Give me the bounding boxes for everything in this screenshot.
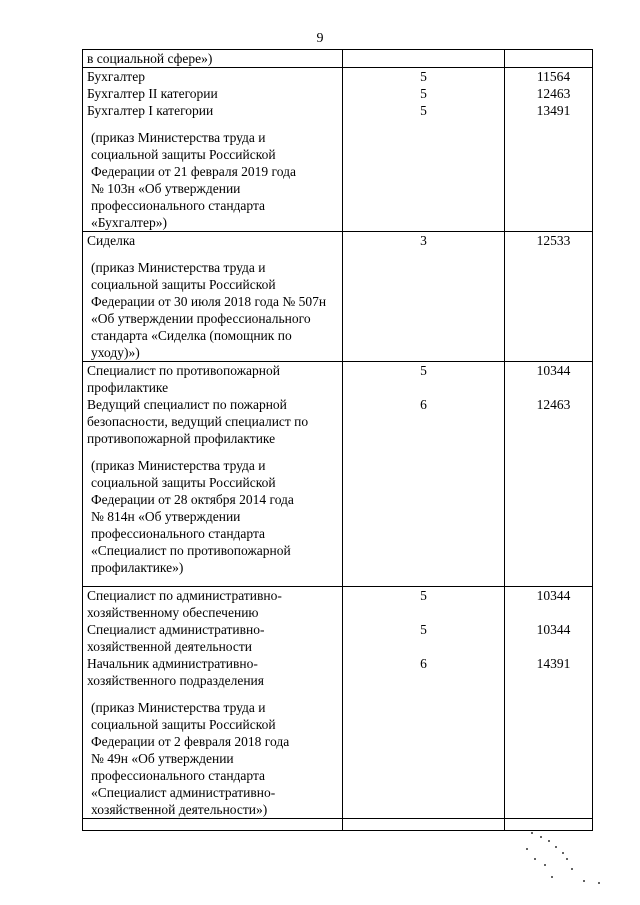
position-name: Бухгалтер [87, 69, 145, 84]
position-name: Специалист по противопожарной профилактике [87, 363, 280, 395]
continuation-text: в социальной сфере») [83, 50, 343, 68]
position-name: Бухгалтер II категории [87, 86, 218, 101]
salary-cell [505, 232, 593, 362]
table-row-fire-safety [83, 362, 593, 587]
salary-value: 10344 [536, 588, 571, 603]
empty-cell [83, 819, 343, 831]
qualification-level: 5 [420, 69, 427, 84]
position-cell [83, 68, 343, 232]
qualification-level: 5 [420, 103, 427, 118]
position-cell [83, 362, 343, 587]
position-cell [83, 232, 343, 362]
empty-cell [343, 819, 505, 831]
qualification-level-cell [343, 232, 505, 362]
empty-cell [505, 819, 593, 831]
order-reference: (приказ Министерства труда и социальной защиты Российской Федерации от 21 февраля 2019 года № 103н «Об утверждении профессионального стандарта «Бухгалтер») [91, 130, 296, 230]
qualification-level: 5 [420, 588, 427, 603]
continuation-row [83, 50, 593, 68]
order-reference: (приказ Министерства труда и социальной защиты Российской Федерации от 2 февраля 2018 года № 49н «Об утверждении профессионального стандарта «Специалист административно- хозяйственной деятельности») [91, 700, 290, 817]
salary-value: 13491 [536, 103, 571, 118]
qualification-level: 6 [420, 656, 427, 671]
trailing-empty-row [83, 819, 593, 831]
salary-value: 10344 [536, 622, 571, 637]
position-name: Начальник административно- хозяйственного подразделения [87, 656, 264, 688]
salary-value: 10344 [536, 363, 571, 378]
salary-value: 14391 [536, 656, 571, 671]
salary-value: 12533 [536, 233, 571, 248]
qualification-level: 5 [420, 363, 427, 378]
qualification-level: 3 [420, 233, 427, 248]
empty-cell [505, 50, 593, 68]
qualification-level: 5 [420, 622, 427, 637]
salary-cell [505, 587, 593, 819]
staff-salary-table [82, 49, 593, 831]
order-reference: (приказ Министерства труда и социальной защиты Российской Федерации от 30 июля 2018 года № 507н «Об утверждении профессионального стандарта «Сиделка (помощник по уходу)») [91, 260, 327, 360]
page-number: 9 [316, 31, 324, 46]
salary-value: 11564 [536, 69, 571, 84]
table-row-accountant [83, 68, 593, 232]
empty-cell [343, 50, 505, 68]
position-name: Бухгалтер I категории [87, 103, 214, 118]
position-name: Ведущий специалист по пожарной безопасности, ведущий специалист по противопожарной профилактике [87, 397, 309, 446]
qualification-level-cell [343, 587, 505, 819]
table-row-nurse [83, 232, 593, 362]
position-name: Сиделка [87, 233, 136, 248]
position-name: Специалист административно- хозяйственной деятельности [87, 622, 265, 654]
table-row-administrative [83, 587, 593, 819]
salary-value: 12463 [536, 86, 571, 101]
qualification-level: 5 [420, 86, 427, 101]
qualification-level-cell [343, 68, 505, 232]
salary-cell [505, 362, 593, 587]
order-reference: (приказ Министерства труда и социальной защиты Российской Федерации от 28 октября 2014 года № 814н «Об утверждении профессионального стандарта «Специалист по противопожарной профилактике») [91, 458, 294, 575]
qualification-level: 6 [420, 397, 427, 412]
salary-value: 12463 [536, 397, 571, 412]
qualification-level-cell [343, 362, 505, 587]
salary-cell [505, 68, 593, 232]
position-cell [83, 587, 343, 819]
position-name: Специалист по административно- хозяйственному обеспечению [87, 588, 282, 620]
